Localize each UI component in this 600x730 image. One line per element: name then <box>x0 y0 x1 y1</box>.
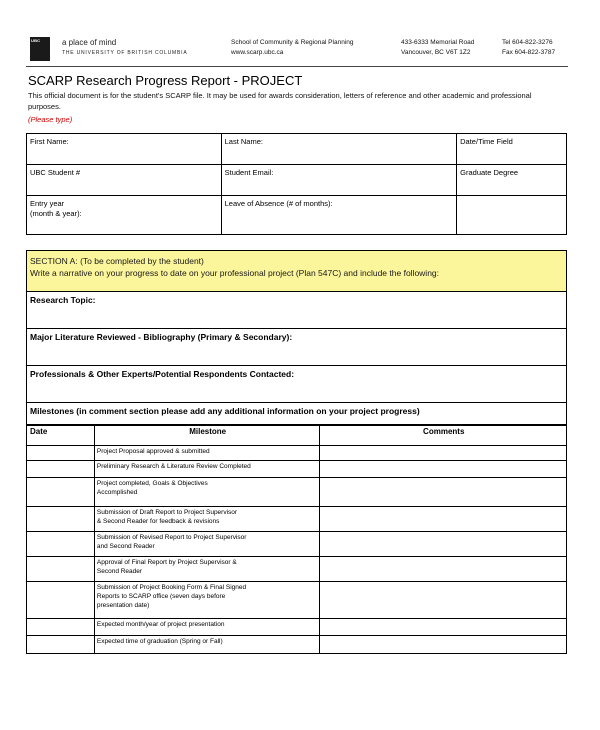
milestone-cell <box>94 557 320 582</box>
first-name-label: First Name: <box>30 137 69 146</box>
please-type-note: (Please type) <box>28 115 73 124</box>
table-row <box>27 446 567 461</box>
address-line-1: 433-6333 Memorial Road <box>401 39 475 46</box>
comments-cell[interactable] <box>320 532 567 557</box>
graduate-degree-field[interactable] <box>457 165 567 196</box>
school-name: School of Community & Regional Planning <box>231 39 354 46</box>
milestone-text: and Second Reader <box>96 543 155 550</box>
comments-cell[interactable] <box>320 619 567 636</box>
table-row <box>27 507 567 532</box>
professionals-field[interactable] <box>26 366 567 403</box>
entry-year-label: Entry year <box>30 199 65 208</box>
section-a-title: SECTION A: (To be completed by the student) <box>30 256 204 266</box>
section-a-header <box>26 250 567 292</box>
date-cell[interactable] <box>27 478 95 507</box>
tagline: a place of mind <box>62 38 117 47</box>
first-name-field[interactable] <box>27 134 222 165</box>
date-cell[interactable] <box>27 461 95 478</box>
leave-of-absence-label: Leave of Absence (# of months): <box>224 199 333 208</box>
entry-year-field[interactable] <box>27 196 222 235</box>
comments-cell[interactable] <box>320 582 567 619</box>
table-row <box>27 557 567 582</box>
milestone-cell <box>94 582 320 619</box>
empty-info-cell <box>457 196 567 235</box>
milestone-text: Reports to SCARP office (seven days before <box>96 593 226 600</box>
milestone-text: Approval of Final Report by Project Supervisor & <box>96 559 237 566</box>
milestone-text: Expected month/year of project presentation <box>96 621 225 628</box>
milestones-label: Milestones (in comment section please add any additional information on your project progress) <box>30 406 420 416</box>
leave-of-absence-field[interactable] <box>221 196 457 235</box>
research-topic-label: Research Topic: <box>30 295 96 305</box>
page-title: SCARP Research Progress Report - PROJECT <box>28 73 303 88</box>
student-number-field[interactable] <box>27 165 222 196</box>
address-line-2: Vancouver, BC V6T 1Z2 <box>401 49 471 56</box>
milestone-cell <box>94 532 320 557</box>
milestone-text: Preliminary Research & Literature Review Completed <box>96 463 251 470</box>
student-number-label: UBC Student # <box>30 168 81 177</box>
milestones-heading <box>26 403 567 425</box>
milestone-cell <box>94 507 320 532</box>
milestone-text: Submission of Revised Report to Project Supervisor <box>96 534 247 541</box>
date-cell[interactable] <box>27 619 95 636</box>
graduate-degree-label: Graduate Degree <box>460 168 519 177</box>
milestone-text: Project completed, Goals & Objectives <box>96 480 208 487</box>
milestone-text: Submission of Project Booking Form & Final Signed <box>96 584 247 591</box>
website-link[interactable]: www.scarp.ubc.ca <box>231 49 284 56</box>
literature-field[interactable] <box>26 329 567 366</box>
date-cell[interactable] <box>27 507 95 532</box>
milestone-table <box>26 425 567 654</box>
research-topic-field[interactable] <box>26 292 567 329</box>
date-cell[interactable] <box>27 557 95 582</box>
university-name: THE UNIVERSITY OF BRITISH COLUMBIA <box>62 50 188 56</box>
milestone-text: Accomplished <box>96 489 138 496</box>
table-row <box>27 461 567 478</box>
date-time-label: Date/Time Field <box>460 137 513 146</box>
date-time-field[interactable] <box>457 134 567 165</box>
date-cell[interactable] <box>27 446 95 461</box>
milestone-column-header: Milestone <box>94 426 320 446</box>
milestone-text: Expected time of graduation (Spring or Fall) <box>96 638 223 645</box>
fax: Fax 604-822-3787 <box>502 49 556 56</box>
student-email-label: Student Email: <box>224 168 274 177</box>
date-cell[interactable] <box>27 582 95 619</box>
comments-cell[interactable] <box>320 478 567 507</box>
table-row <box>27 636 567 654</box>
milestone-text: Submission of Draft Report to Project Supervisor <box>96 509 238 516</box>
last-name-label: Last Name: <box>224 137 263 146</box>
milestone-cell <box>94 461 320 478</box>
comments-column-header: Comments <box>320 426 567 446</box>
comments-cell[interactable] <box>320 461 567 478</box>
milestone-text: Project Proposal approved & submitted <box>96 448 210 455</box>
ubc-logo-text: UBC <box>31 38 41 43</box>
milestone-text: Second Reader <box>96 568 143 575</box>
milestone-text: presentation date) <box>96 602 150 609</box>
professionals-label: Professionals & Other Experts/Potential Respondents Contacted: <box>30 369 295 379</box>
literature-label: Major Literature Reviewed - Bibliography (Primary & Secondary): <box>30 332 293 342</box>
section-a-instructions: Write a narrative on your progress to date on your professional project (Plan 547C) and include the following: <box>30 268 440 278</box>
comments-cell[interactable] <box>320 507 567 532</box>
intro-text: This official document is for the student's SCARP file. It may be used for awards consideration, letters of reference and other academic and professional purposes. <box>28 91 532 111</box>
table-row <box>27 619 567 636</box>
milestone-text: & Second Reader for feedback & revisions <box>96 518 220 525</box>
comments-cell[interactable] <box>320 446 567 461</box>
milestone-cell <box>94 636 320 654</box>
comments-cell[interactable] <box>320 557 567 582</box>
last-name-field[interactable] <box>221 134 457 165</box>
date-cell[interactable] <box>27 532 95 557</box>
milestone-cell <box>94 619 320 636</box>
entry-year-hint: (month & year): <box>30 209 82 218</box>
table-row <box>27 478 567 507</box>
date-column-header: Date <box>27 426 95 446</box>
student-info-table <box>26 133 567 235</box>
milestone-cell <box>94 446 320 461</box>
table-row <box>27 582 567 619</box>
table-row <box>27 532 567 557</box>
date-cell[interactable] <box>27 636 95 654</box>
header-rule <box>26 66 568 67</box>
student-email-field[interactable] <box>221 165 457 196</box>
comments-cell[interactable] <box>320 636 567 654</box>
telephone: Tel 604-822-3276 <box>502 39 553 46</box>
milestone-cell <box>94 478 320 507</box>
